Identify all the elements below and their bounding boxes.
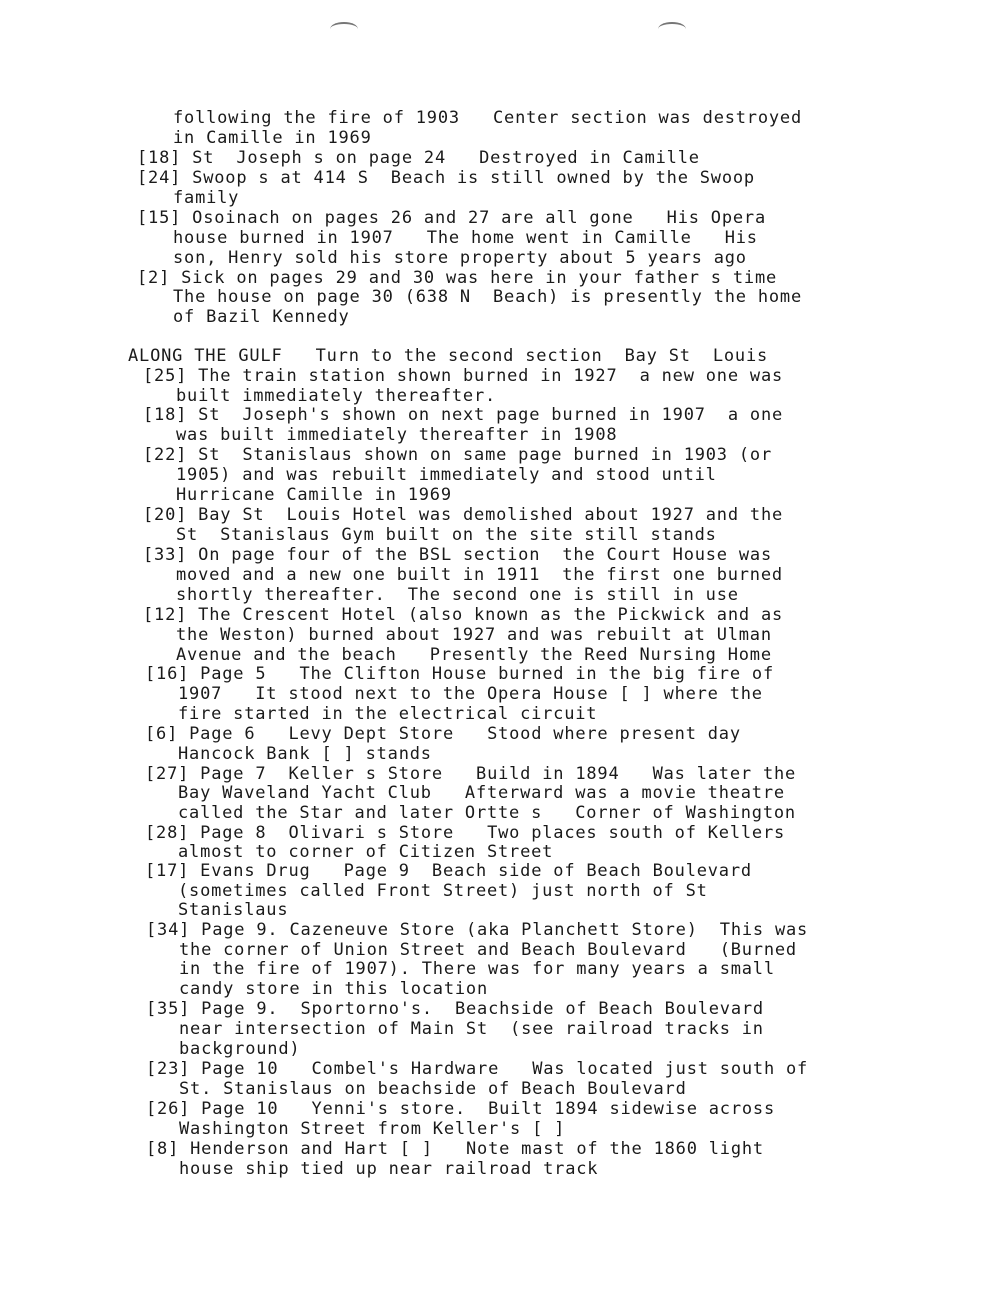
text-line: fire started in the electrical circuit xyxy=(178,704,598,724)
section-heading: ALONG THE GULF Turn to the second section Bay St Louis xyxy=(128,346,769,366)
text-line: in the fire of 1907). There was for many years a small xyxy=(179,959,775,979)
text-line: (sometimes called Front Street) just north of St xyxy=(178,881,708,901)
text-line: [23] Page 10 Combel's Hardware Was located just south of xyxy=(146,1059,809,1079)
text-line: Stanislaus xyxy=(178,900,289,920)
text-line: [22] St Stanislaus shown on same page burned in 1903 (or xyxy=(143,445,772,465)
text-line: [24] Swoop s at 414 S Beach is still owned by the Swoop xyxy=(137,168,755,188)
text-line: house ship tied up near railroad track xyxy=(179,1159,599,1179)
text-line: [28] Page 8 Olivari s Store Two places south of Kellers xyxy=(145,823,786,843)
text-line: almost to corner of Citizen Street xyxy=(178,842,554,862)
text-line: 1907 It stood next to the Opera House [ ] where the xyxy=(178,684,763,704)
text-line: candy store in this location xyxy=(179,979,488,999)
text-line: called the Star and later Ortte s Corner of Washington xyxy=(178,803,796,823)
text-line: [2] Sick on pages 29 and 30 was here in your father s time xyxy=(137,268,778,288)
text-line: [34] Page 9. Cazeneuve Store (aka Planchett Store) This was xyxy=(146,920,809,940)
text-line: 1905) and was rebuilt immediately and stood until xyxy=(176,465,717,485)
text-line: son, Henry sold his store property about 5 years ago xyxy=(173,248,747,268)
text-line: Hurricane Camille in 1969 xyxy=(176,485,452,505)
punch-hole-mark xyxy=(330,22,358,36)
text-line: following the fire of 1903 Center section was destroyed xyxy=(173,108,802,128)
text-line: [16] Page 5 The Clifton House burned in the big fire of xyxy=(145,664,774,684)
text-line: house burned in 1907 The home went in Camille His xyxy=(173,228,758,248)
text-line: the corner of Union Street and Beach Boulevard (Burned xyxy=(179,940,797,960)
text-line: [15] Osoinach on pages 26 and 27 are all gone His Opera xyxy=(137,208,766,228)
text-line: [35] Page 9. Sportorno's. Beachside of Beach Boulevard xyxy=(146,999,764,1019)
text-line: [18] St Joseph s on page 24 Destroyed in Camille xyxy=(137,148,700,168)
text-line: [8] Henderson and Hart [ ] Note mast of the 1860 light xyxy=(146,1139,764,1159)
text-line: [20] Bay St Louis Hotel was demolished about 1927 and the xyxy=(143,505,784,525)
text-line: [33] On page four of the BSL section the Court House was xyxy=(143,545,772,565)
text-line: shortly thereafter. The second one is still in use xyxy=(176,585,739,605)
text-line: Avenue and the beach Presently the Reed Nursing Home xyxy=(176,645,772,665)
text-line: was built immediately thereafter in 1908 xyxy=(176,425,618,445)
text-line: background) xyxy=(179,1039,301,1059)
text-line: The house on page 30 (638 N Beach) is presently the home xyxy=(173,287,802,307)
text-line: in Camille in 1969 xyxy=(173,128,372,148)
text-line: moved and a new one built in 1911 the first one burned xyxy=(176,565,783,585)
text-line: [12] The Crescent Hotel (also known as the Pickwick and as xyxy=(143,605,784,625)
text-line: [18] St Joseph's shown on next page burned in 1907 a one xyxy=(143,405,784,425)
text-line: built immediately thereafter. xyxy=(176,386,497,406)
text-line: the Weston) burned about 1927 and was rebuilt at Ulman xyxy=(176,625,772,645)
text-line: near intersection of Main St (see railroad tracks in xyxy=(179,1019,764,1039)
text-line: Washington Street from Keller's [ ] xyxy=(179,1119,566,1139)
text-line: Hancock Bank [ ] stands xyxy=(178,744,432,764)
text-line: [27] Page 7 Keller s Store Build in 1894 Was later the xyxy=(145,764,797,784)
text-line: [6] Page 6 Levy Dept Store Stood where present day xyxy=(145,724,741,744)
text-line: St Stanislaus Gym built on the site still stands xyxy=(176,525,717,545)
text-line: family xyxy=(173,188,240,208)
text-line: [25] The train station shown burned in 1927 a new one was xyxy=(143,366,784,386)
text-line: [26] Page 10 Yenni's store. Built 1894 sidewise across xyxy=(146,1099,775,1119)
text-line: of Bazil Kennedy xyxy=(173,307,350,327)
text-line: [17] Evans Drug Page 9 Beach side of Beach Boulevard xyxy=(145,861,752,881)
text-line: Bay Waveland Yacht Club Afterward was a movie theatre xyxy=(178,783,785,803)
punch-hole-mark xyxy=(658,22,686,36)
text-line: St. Stanislaus on beachside of Beach Boulevard xyxy=(179,1079,687,1099)
